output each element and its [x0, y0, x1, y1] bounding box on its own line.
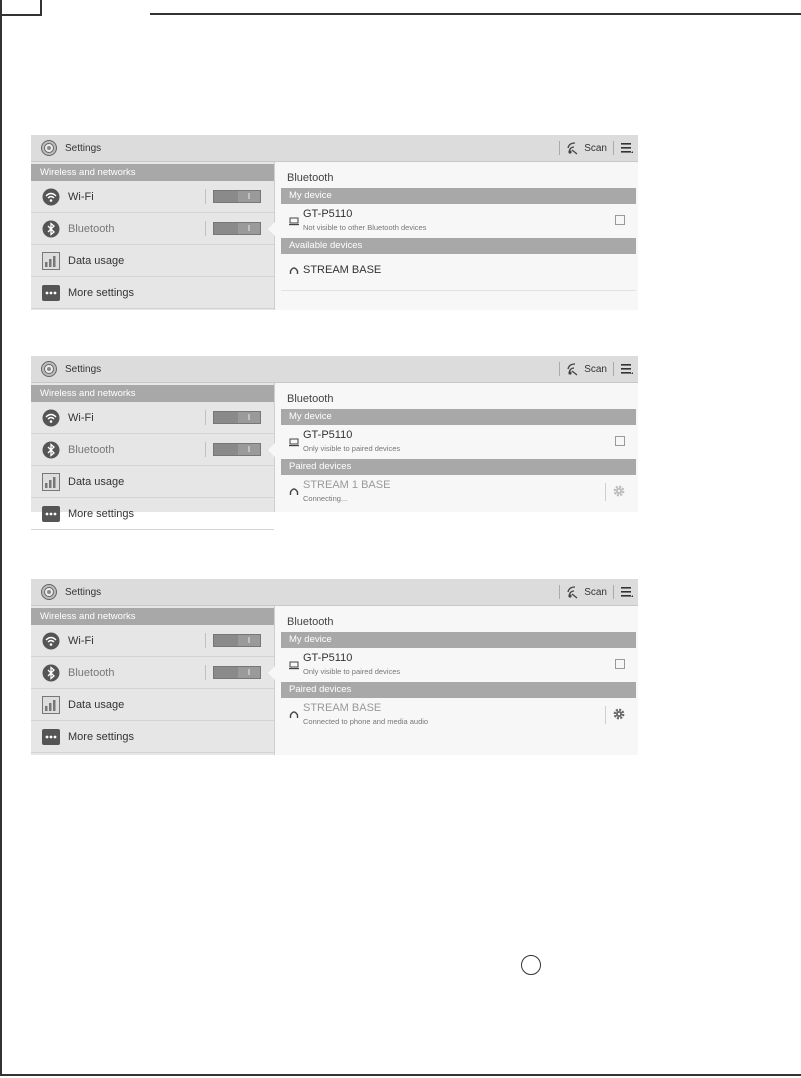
settings-sidebar	[31, 162, 275, 310]
divider	[559, 585, 560, 599]
panel-title: Bluetooth	[287, 616, 334, 628]
sidebar-item-more-settings[interactable]	[31, 721, 274, 753]
screenshot-2	[31, 356, 638, 520]
paired-device-row[interactable]	[281, 475, 636, 509]
bluetooth-panel	[275, 162, 638, 310]
sidebar-item-more-settings[interactable]	[31, 498, 274, 530]
sidebar-item-label: Data usage	[68, 254, 125, 267]
divider	[205, 189, 206, 204]
sidebar-item-bluetooth[interactable]	[31, 434, 274, 466]
visibility-checkbox[interactable]	[615, 436, 625, 446]
sidebar-item-label: More settings	[68, 507, 135, 520]
more-icon	[42, 284, 60, 302]
sidebar-item-data-usage[interactable]	[31, 689, 274, 721]
settings-sidebar	[31, 383, 275, 520]
device-name: STREAM BASE	[303, 264, 382, 276]
my-device-row[interactable]	[281, 204, 636, 238]
bluetooth-panel	[275, 383, 638, 512]
sidebar-item-label: Data usage	[68, 698, 125, 711]
my-device-header: My device	[281, 632, 636, 648]
visibility-checkbox[interactable]	[615, 659, 625, 669]
scan-icon[interactable]	[566, 585, 580, 599]
data-usage-icon	[42, 473, 60, 491]
tablet-icon	[289, 216, 299, 226]
divider	[605, 706, 606, 724]
tablet-icon	[289, 660, 299, 670]
sidebar-item-label: Wi-Fi	[68, 634, 94, 647]
available-device-row[interactable]	[281, 254, 636, 291]
divider	[205, 410, 206, 425]
sidebar-item-label: Data usage	[68, 475, 125, 488]
headphones-icon	[289, 710, 299, 720]
settings-sidebar	[31, 606, 275, 755]
more-icon	[42, 505, 60, 523]
overflow-menu-icon[interactable]	[620, 362, 634, 376]
sidebar-item-label: Bluetooth	[68, 666, 115, 679]
sidebar-item-label: More settings	[68, 286, 135, 299]
page-frame-left	[0, 0, 2, 1075]
selection-indicator	[268, 222, 275, 236]
selection-indicator	[268, 443, 275, 457]
bluetooth-icon	[42, 441, 60, 459]
bluetooth-toggle[interactable]	[213, 666, 261, 679]
divider	[205, 442, 206, 457]
divider	[205, 633, 206, 648]
sidebar-item-label: Bluetooth	[68, 443, 115, 456]
device-visibility-status: Only visible to paired devices	[303, 667, 401, 676]
bluetooth-panel	[275, 606, 638, 755]
sidebar-item-wifi[interactable]	[31, 181, 274, 213]
page-frame-bottom	[0, 1074, 801, 1076]
action-bar	[31, 579, 638, 606]
sidebar-section-header: Wireless and networks	[31, 385, 274, 402]
sidebar-item-more-settings[interactable]	[31, 277, 274, 309]
my-device-row[interactable]	[281, 425, 636, 459]
sidebar-item-label: Wi-Fi	[68, 411, 94, 424]
paired-devices-header: Paired devices	[281, 459, 636, 475]
scan-icon[interactable]	[566, 141, 580, 155]
device-name: GT-P5110	[303, 429, 353, 441]
sidebar-item-label: Bluetooth	[68, 222, 115, 235]
overflow-menu-icon[interactable]	[620, 585, 634, 599]
divider	[205, 221, 206, 236]
device-name: GT-P5110	[303, 208, 353, 220]
scan-icon[interactable]	[566, 362, 580, 376]
device-settings-gear-icon[interactable]	[612, 707, 626, 721]
sidebar-item-wifi[interactable]	[31, 625, 274, 657]
device-visibility-status: Only visible to paired devices	[303, 444, 401, 453]
wifi-toggle[interactable]	[213, 190, 261, 203]
divider	[613, 585, 614, 599]
settings-gear-icon[interactable]	[40, 583, 58, 601]
sidebar-item-bluetooth[interactable]	[31, 213, 274, 245]
panel-title: Bluetooth	[287, 172, 334, 184]
wifi-toggle[interactable]	[213, 411, 261, 424]
sidebar-section-header: Wireless and networks	[31, 608, 274, 625]
visibility-checkbox[interactable]	[615, 215, 625, 225]
sidebar-item-label: More settings	[68, 730, 135, 743]
headphones-icon	[289, 266, 299, 276]
action-bar-title: Settings	[65, 586, 102, 598]
divider	[613, 362, 614, 376]
device-settings-gear-icon[interactable]	[612, 484, 626, 498]
screenshot-3	[31, 579, 638, 755]
sidebar-item-bluetooth[interactable]	[31, 657, 274, 689]
settings-gear-icon[interactable]	[40, 360, 58, 378]
device-name: STREAM 1 BASE	[303, 479, 391, 491]
divider	[205, 665, 206, 680]
wifi-icon	[42, 632, 60, 650]
wifi-toggle[interactable]	[213, 634, 261, 647]
divider	[613, 141, 614, 155]
action-bar-title: Settings	[65, 363, 102, 375]
device-visibility-status: Not visible to other Bluetooth devices	[303, 223, 427, 232]
toggle-knob: I	[238, 223, 260, 234]
action-bar	[31, 356, 638, 383]
page-marker-circle	[521, 955, 541, 975]
paired-devices-header: Paired devices	[281, 682, 636, 698]
sidebar-section-header: Wireless and networks	[31, 164, 274, 181]
my-device-header: My device	[281, 409, 636, 425]
more-icon	[42, 728, 60, 746]
paired-device-row[interactable]	[281, 698, 636, 732]
toggle-knob: I	[238, 635, 260, 646]
action-bar-title: Settings	[65, 142, 102, 154]
action-bar	[31, 135, 638, 162]
my-device-header: My device	[281, 188, 636, 204]
sidebar-item-data-usage[interactable]	[31, 245, 274, 277]
page-frame-corner	[0, 14, 42, 16]
settings-gear-icon[interactable]	[40, 139, 58, 157]
tablet-icon	[289, 437, 299, 447]
overflow-menu-icon[interactable]	[620, 141, 634, 155]
page-frame-top	[150, 13, 801, 15]
bluetooth-icon	[42, 220, 60, 238]
panel-title: Bluetooth	[287, 393, 334, 405]
toggle-knob: I	[238, 667, 260, 678]
bluetooth-toggle[interactable]	[213, 443, 261, 456]
headphones-icon	[289, 487, 299, 497]
divider	[559, 362, 560, 376]
connection-status: Connecting...	[303, 494, 348, 503]
wifi-icon	[42, 188, 60, 206]
bluetooth-icon	[42, 664, 60, 682]
selection-indicator	[268, 666, 275, 680]
toggle-knob: I	[238, 444, 260, 455]
sidebar-item-data-usage[interactable]	[31, 466, 274, 498]
device-name: GT-P5110	[303, 652, 353, 664]
device-name: STREAM BASE	[303, 702, 382, 714]
data-usage-icon	[42, 696, 60, 714]
available-devices-header: Available devices	[281, 238, 636, 254]
toggle-knob: I	[238, 412, 260, 423]
divider	[605, 483, 606, 501]
scan-button[interactable]: Scan	[584, 142, 607, 154]
scan-button[interactable]: Scan	[584, 363, 607, 375]
connection-status: Connected to phone and media audio	[303, 717, 429, 726]
data-usage-icon	[42, 252, 60, 270]
wifi-icon	[42, 409, 60, 427]
sidebar-item-wifi[interactable]	[31, 402, 274, 434]
scan-button[interactable]: Scan	[584, 586, 607, 598]
sidebar-item-label: Wi-Fi	[68, 190, 94, 203]
screenshot-1	[31, 135, 638, 310]
my-device-row[interactable]	[281, 648, 636, 682]
bluetooth-toggle[interactable]	[213, 222, 261, 235]
toggle-knob: I	[238, 191, 260, 202]
divider	[559, 141, 560, 155]
